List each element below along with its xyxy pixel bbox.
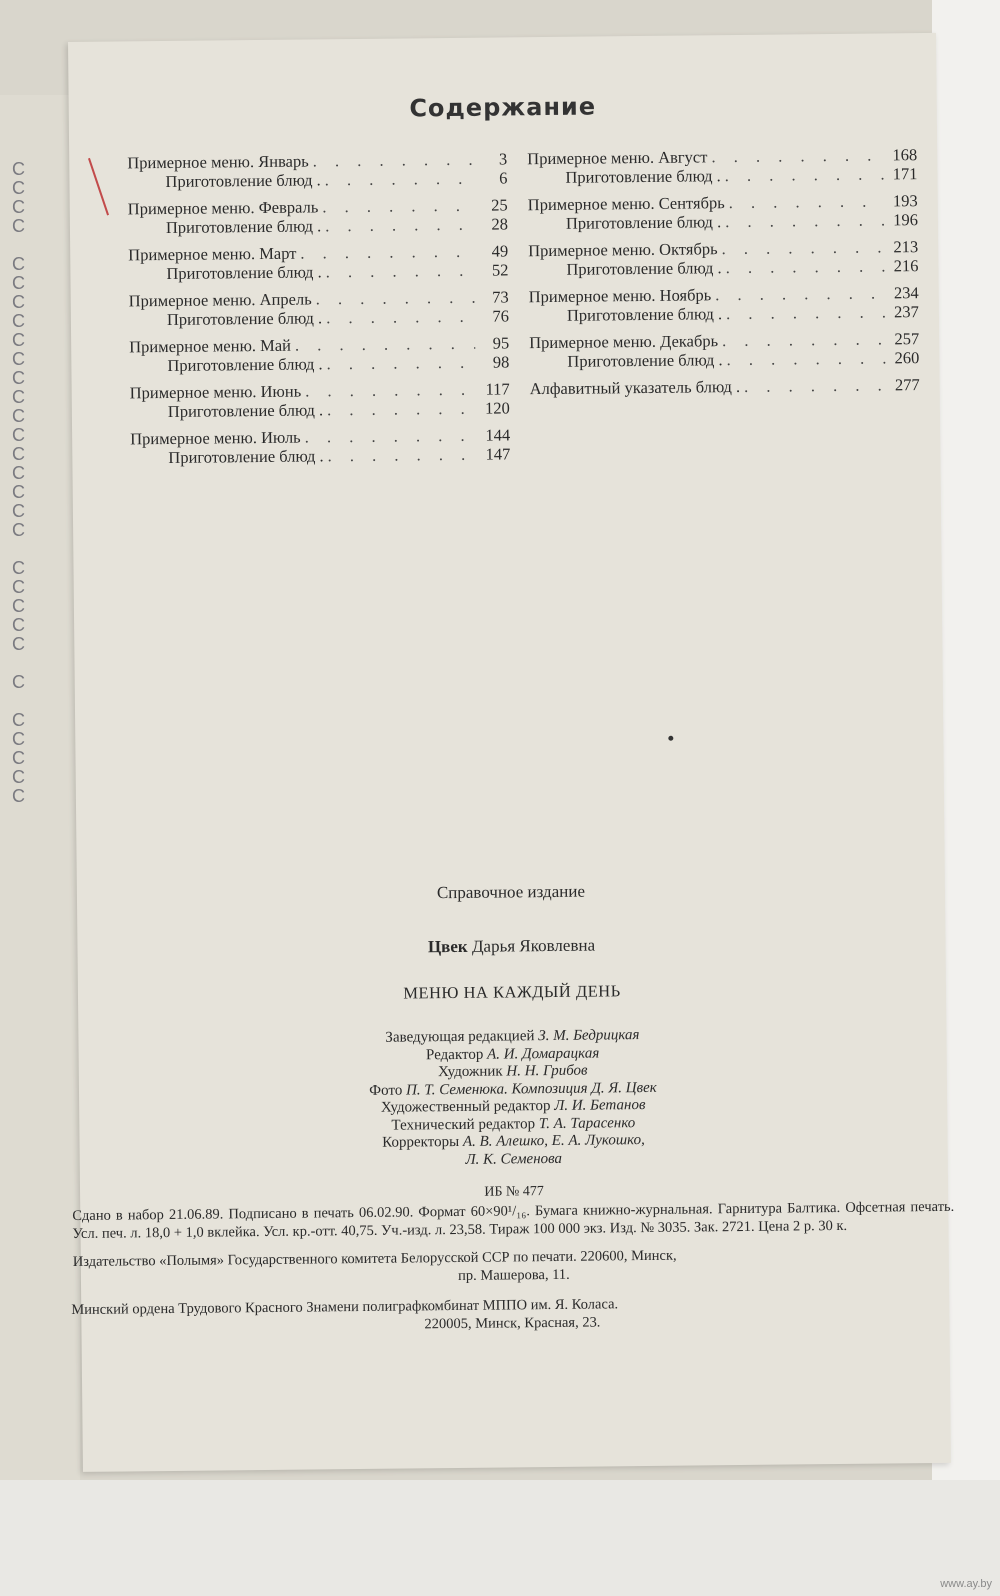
toc-left-column xyxy=(127,149,510,475)
toc-entry-label: Примерное меню. Июнь xyxy=(129,381,302,403)
toc-entry-label: Примерное меню. Сентябрь xyxy=(527,193,725,215)
toc-entry-label: Примерное меню. Ноябрь xyxy=(528,285,712,307)
credit-name: Л. И. Бетанов xyxy=(554,1097,646,1114)
author xyxy=(77,932,945,961)
publisher-line: Издательство «Полымя» Государственного комитета Белорусской ССР по печати. 220600, Минск, xyxy=(72,1247,677,1271)
ink-dot xyxy=(668,736,673,741)
credit-name: Н. Н. Грибов xyxy=(506,1062,588,1080)
toc-page-number: 257 xyxy=(894,329,920,349)
leader-dots xyxy=(726,348,885,369)
toc-page-number: 168 xyxy=(892,145,918,165)
print-data: Сдано в набор 21.06.89. Подписано в печать 06.02.90. Формат 60×90¹/₁₆. Бумага книжно-журнальная. Гарнитура Балтика. Офсетная печать. Усл. печ. л. 18,0 + 1,0 вклейка. Усл. кр.-отт. 40,75. Уч.-изд. л. 23,58. Тираж 100 000 экз. Изд. № 3035. Зак. 2721. Цена 2 р. 30 к. xyxy=(72,1198,955,1243)
toc-page-number: 28 xyxy=(491,214,509,234)
leader-dots xyxy=(327,353,476,374)
toc-entry-label: Приготовление блюд . xyxy=(167,354,323,375)
toc-right-column xyxy=(527,145,920,398)
edition-type: Справочное издание xyxy=(436,881,586,903)
toc-group xyxy=(529,283,919,325)
toc-group xyxy=(129,287,509,329)
author-name: Дарья Яковлевна xyxy=(471,935,596,956)
credits xyxy=(78,1024,947,1173)
credit-role: Корректоры xyxy=(382,1133,460,1151)
toc-group xyxy=(528,191,918,233)
toc-entry-label: Приготовление блюд . xyxy=(168,446,324,467)
leader-dots xyxy=(721,237,884,258)
toc-page-number: 196 xyxy=(893,210,919,230)
toc-group xyxy=(527,145,917,187)
credit-role: Редактор xyxy=(425,1046,484,1063)
printer xyxy=(71,1292,953,1337)
toc-entry-label: Примерное меню. Декабрь xyxy=(529,331,719,353)
toc-page-number: 234 xyxy=(893,283,919,303)
credit-name: Т. А. Тарасенко xyxy=(538,1114,636,1132)
book-title: МЕНЮ НА КАЖДЫЙ ДЕНЬ xyxy=(403,981,621,1003)
toc-page-number: 260 xyxy=(894,348,920,368)
toc-page-number: 171 xyxy=(892,164,918,184)
author-surname: Цвек xyxy=(427,936,468,957)
toc-group xyxy=(528,237,918,279)
credit-name: А. В. Алешко, Е. А. Лукошко, xyxy=(462,1132,645,1150)
leader-dots xyxy=(729,191,884,212)
toc-entry-label: Приготовление блюд . xyxy=(565,212,722,233)
leader-dots xyxy=(325,169,474,190)
toc-subentry xyxy=(130,398,510,421)
toc-page-number: 277 xyxy=(894,375,920,395)
spine-letters: C C C C C C C C C C C C C C C C C C C C C C C C C C C C C C xyxy=(12,159,26,806)
toc-group xyxy=(130,425,510,467)
credit-role: Художественный редактор xyxy=(380,1098,551,1116)
toc-subentry xyxy=(529,302,919,325)
toc-entry-label: Примерное меню. Январь xyxy=(127,151,309,173)
toc-index-entry xyxy=(530,375,920,398)
toc-entry-label: Приготовление блюд . xyxy=(566,304,723,325)
toc-subentry xyxy=(528,210,918,233)
toc-group xyxy=(128,195,508,237)
ib-number: ИБ № 477 xyxy=(484,1184,544,1200)
toc-page-number: 193 xyxy=(892,191,918,211)
toc-page-number: 76 xyxy=(492,306,509,326)
toc-entry-label: Приготовление блюд . xyxy=(566,258,722,279)
leader-dots xyxy=(305,426,477,447)
leader-dots xyxy=(715,283,885,304)
leader-dots xyxy=(725,210,884,231)
leader-dots xyxy=(325,215,474,236)
pen-mark xyxy=(88,158,109,216)
toc-entry-label: Приготовление блюд . xyxy=(166,308,323,329)
watermark: www.ay.by xyxy=(940,1578,992,1590)
toc-subentry xyxy=(528,256,918,279)
credit-name: З. М. Бедрицкая xyxy=(538,1027,640,1045)
leader-dots xyxy=(305,380,476,401)
leader-dots xyxy=(295,334,475,355)
toc-entry-label: Примерное меню. Май xyxy=(129,335,292,357)
leader-dots xyxy=(722,329,885,350)
toc-title: Содержание xyxy=(409,92,597,123)
toc-page-number: 237 xyxy=(894,302,919,322)
toc-page-number: 213 xyxy=(893,237,919,257)
leader-dots xyxy=(326,307,475,328)
toc-page-number: 6 xyxy=(499,168,508,188)
toc-entry-label: Алфавитный указатель блюд . xyxy=(529,376,741,399)
toc-entry-label: Приготовление блюд . xyxy=(166,262,322,283)
leader-dots xyxy=(711,145,883,166)
toc-entry-label: Примерное меню. Август xyxy=(527,147,708,169)
toc-page-number: 216 xyxy=(893,256,919,276)
toc-page-number: 144 xyxy=(485,425,511,445)
leader-dots xyxy=(300,242,474,263)
publisher xyxy=(73,1244,955,1289)
book-page xyxy=(68,33,955,1472)
toc-entry-label: Примерное меню. Апрель xyxy=(128,289,312,311)
toc-subentry xyxy=(127,168,507,191)
toc-page-number: 98 xyxy=(492,352,510,372)
toc-page-number: 25 xyxy=(491,195,508,215)
credit-name: Л. К. Семенова xyxy=(465,1150,563,1168)
toc-page-number: 3 xyxy=(498,149,508,169)
credit-role: Фото xyxy=(369,1082,403,1099)
toc-entry-label: Приготовление блюд . xyxy=(167,400,324,421)
background-bottom xyxy=(0,1480,1000,1596)
toc-group xyxy=(128,241,508,283)
toc-entry-label: Приготовление блюд . xyxy=(567,350,723,371)
credit-name: П. Т. Семенюка. Композиция Д. Я. Цвек xyxy=(405,1079,657,1099)
toc-subentry xyxy=(129,306,509,329)
credit-role: Художник xyxy=(438,1063,503,1081)
toc-group xyxy=(129,333,509,375)
toc-entry-label: Приготовление блюд . xyxy=(165,216,322,237)
leader-dots xyxy=(322,196,474,217)
leader-dots xyxy=(316,288,475,309)
leader-dots xyxy=(313,150,474,171)
toc-page-number: 49 xyxy=(491,241,509,261)
imprint xyxy=(71,878,955,1337)
toc-subentry xyxy=(128,260,508,283)
toc-page-number: 52 xyxy=(491,260,509,280)
leader-dots xyxy=(327,445,476,466)
toc-group xyxy=(127,149,507,191)
toc-page-number: 95 xyxy=(492,333,510,353)
leader-dots xyxy=(726,256,885,277)
credit-role: Заведующая редакцией xyxy=(385,1028,535,1046)
toc-group xyxy=(130,379,510,421)
toc-page-number: 117 xyxy=(485,379,510,399)
toc-entry-label: Приготовление блюд . xyxy=(165,170,321,191)
toc-entry-label: Примерное меню. Октябрь xyxy=(528,239,718,261)
toc-subentry xyxy=(529,348,919,371)
printer-address: 220005, Минск, Красная, 23. xyxy=(424,1314,601,1333)
publisher-address: пр. Машерова, 11. xyxy=(458,1266,570,1284)
toc-page-number: 73 xyxy=(492,287,509,307)
leader-dots xyxy=(326,261,475,282)
toc-subentry xyxy=(129,352,509,375)
printer-line: Минский ордена Трудового Красного Знамени полиграфкомбинат МППО им. Я. Коласа. xyxy=(71,1296,619,1319)
toc-group xyxy=(529,329,919,371)
leader-dots xyxy=(725,164,884,185)
leader-dots xyxy=(744,375,886,395)
toc-subentry xyxy=(527,164,917,187)
toc-page-number: 120 xyxy=(485,398,510,418)
toc-entry-label: Приготовление блюд . xyxy=(565,166,721,187)
toc-page-number: 147 xyxy=(485,444,511,464)
leader-dots xyxy=(726,302,885,323)
toc-entry-label: Примерное меню. Март xyxy=(128,243,297,265)
credit-name: А. И. Домарацкая xyxy=(487,1044,600,1063)
toc-subentry xyxy=(130,444,510,467)
toc-entry-label: Примерное меню. Июль xyxy=(130,427,301,449)
toc-entry-label: Примерное меню. Февраль xyxy=(127,197,319,219)
toc-subentry xyxy=(128,214,508,237)
leader-dots xyxy=(327,399,476,420)
credit-role: Технический редактор xyxy=(391,1115,536,1134)
